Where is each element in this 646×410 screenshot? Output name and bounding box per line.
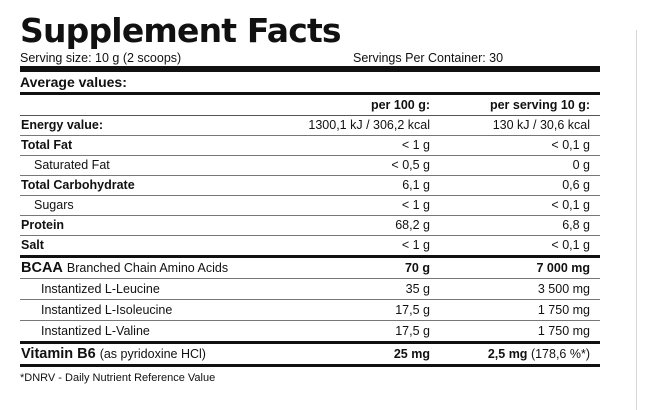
vitamin-b6-description: (as pyridoxine HCl) <box>99 347 206 361</box>
value-per-100g: 70 g <box>404 261 430 275</box>
nutrient-row-total-carbohydrate <box>20 176 600 196</box>
nutrient-row-energy <box>20 116 600 136</box>
ingredient-label: Instantized L-Leucine <box>41 282 160 296</box>
value-per-serving: 3 500 mg <box>537 282 590 296</box>
value-per-100g: < 0,5 g <box>391 158 430 172</box>
nutrient-row-protein <box>20 216 600 236</box>
value-per-serving: 1 750 mg <box>537 303 590 317</box>
bcaa-item-row-valine <box>20 321 600 344</box>
value-per-serving: < 0,1 g <box>551 138 590 152</box>
serving-info <box>20 50 600 66</box>
panel-title: Supplement Facts <box>20 11 341 50</box>
header-per-serving: per serving 10 g: <box>489 98 590 112</box>
value-per-100g: < 1 g <box>401 198 430 212</box>
nutrient-label: Protein <box>21 218 65 232</box>
value-per-serving-group <box>488 344 590 364</box>
value-per-serving: 0 g <box>572 158 590 172</box>
value-per-serving: < 0,1 g <box>551 238 590 252</box>
value-per-serving: 0,6 g <box>562 178 590 192</box>
header-per-100g: per 100 g: <box>370 98 430 112</box>
nutrient-row-sugars <box>20 196 600 216</box>
nutrient-label: Total Fat <box>21 138 73 152</box>
dnrv-percent: (178,6 %*) <box>530 347 590 361</box>
nutrient-label: Salt <box>21 238 44 252</box>
nutrient-row-total-fat <box>20 136 600 156</box>
nutrient-label: Sugars <box>34 198 74 212</box>
value-per-100g: < 1 g <box>401 238 430 252</box>
value-per-serving: 7 000 mg <box>536 261 590 275</box>
value-per-100g: 68,2 g <box>395 218 430 232</box>
servings-per-container: Servings Per Container: 30 <box>353 51 504 65</box>
value-per-100g: 35 g <box>405 282 430 296</box>
bcaa-label: BCAA <box>21 260 63 276</box>
value-per-serving: 1 750 mg <box>537 324 590 338</box>
nutrient-label: Total Carbohydrate <box>21 178 135 192</box>
page-edge-rule <box>636 30 637 410</box>
bcaa-row <box>20 258 600 279</box>
vitamin-b6-label-group <box>21 344 206 364</box>
value-per-100g: 1300,1 kJ / 306,2 kcal <box>308 118 430 132</box>
value-per-100g: 17,5 g <box>395 324 430 338</box>
nutrient-row-salt <box>20 236 600 258</box>
value-per-100g: < 1 g <box>401 138 430 152</box>
vitamin-b6-row <box>20 344 600 367</box>
value-per-serving: 2,5 mg <box>487 347 528 361</box>
vitamin-b6-label: Vitamin B6 <box>21 346 96 362</box>
supplement-facts-panel <box>20 12 600 385</box>
bcaa-item-row-leucine <box>20 279 600 300</box>
value-per-serving: 6,8 g <box>562 218 590 232</box>
ingredient-label: Instantized L-Valine <box>41 324 150 338</box>
value-per-serving: 130 kJ / 30,6 kcal <box>492 118 590 132</box>
nutrient-label: Saturated Fat <box>34 158 110 172</box>
bcaa-label-group <box>21 258 228 278</box>
bcaa-description: Branched Chain Amino Acids <box>66 261 229 275</box>
nutrient-label: Energy value: <box>21 118 103 132</box>
footnote: *DNRV - Daily Nutrient Reference Value <box>20 372 216 384</box>
average-values-heading: Average values: <box>20 74 127 90</box>
value-per-serving: < 0,1 g <box>551 198 590 212</box>
value-per-100g: 25 mg <box>393 347 430 361</box>
serving-size: Serving size: 10 g (2 scoops) <box>20 51 182 65</box>
ingredient-label: Instantized L-Isoleucine <box>41 303 173 317</box>
bcaa-item-row-isoleucine <box>20 300 600 321</box>
value-per-100g: 17,5 g <box>395 303 430 317</box>
value-per-100g: 6,1 g <box>402 178 430 192</box>
column-headers <box>20 95 600 116</box>
nutrient-row-saturated-fat <box>20 156 600 176</box>
